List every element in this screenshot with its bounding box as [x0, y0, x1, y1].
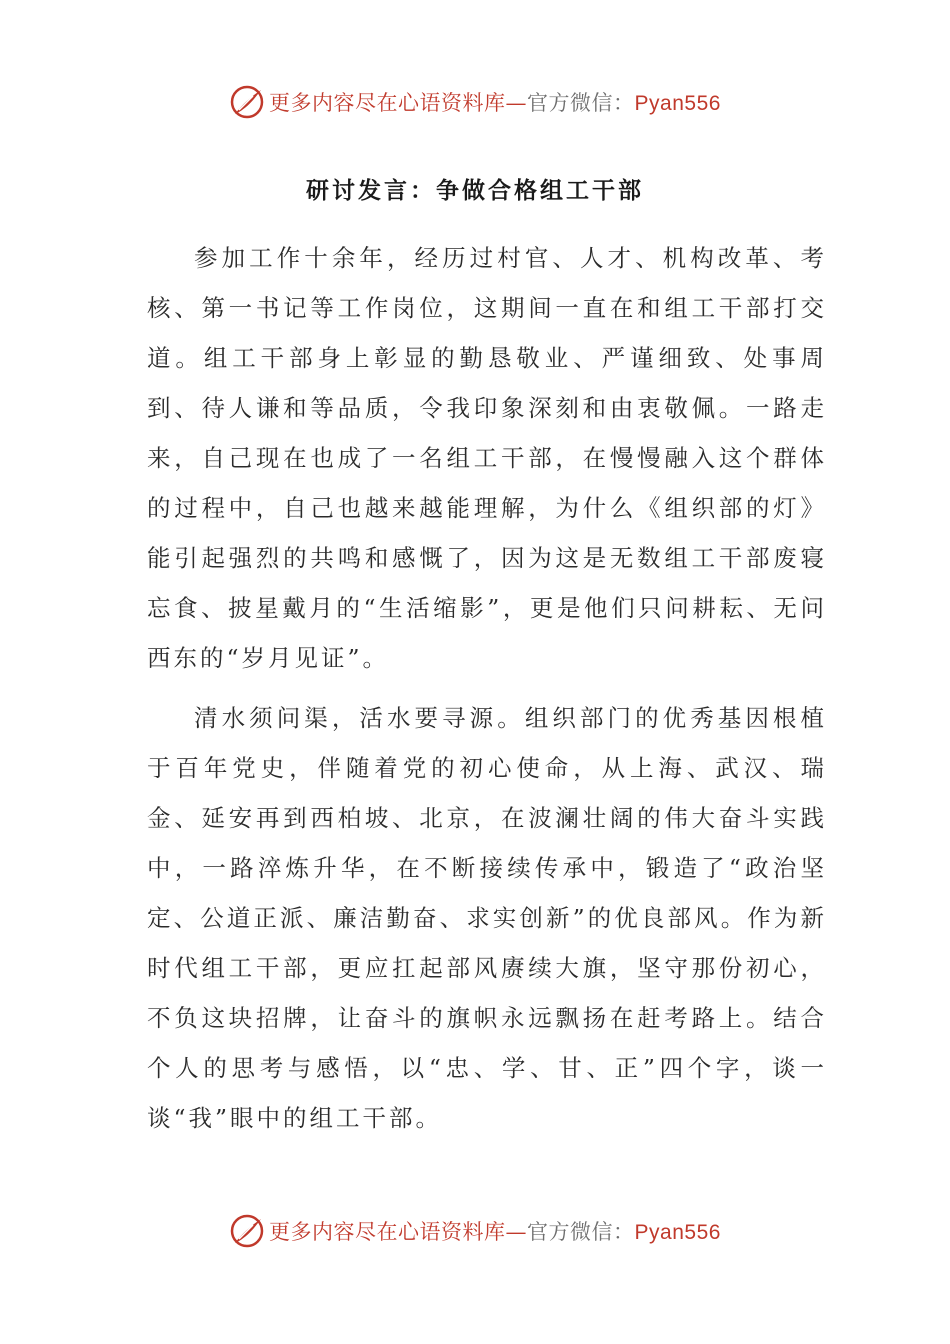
quill-logo-icon	[229, 1213, 265, 1249]
banner-brand: 更多内容尽在心语资料库	[269, 1220, 506, 1244]
banner-wechat-id: Pyan556	[634, 1221, 721, 1244]
quill-logo-icon	[229, 84, 265, 120]
paragraph-2: 清水须问渠，活水要寻源。组织部门的优秀基因根植于百年党史，伴随着党的初心使命，从上海、武汉、瑞金、延安再到西柏坡、北京，在波澜壮阔的伟大奋斗实践中，一路淬炼升华，在不断接续传承中，锻造了“政治坚定、公道正派、廉洁勤奋、求实创新”的优良部风。作为新时代组工干部，更应扛起部风赓续大旗，坚守那份初心，不负这块招牌，让奋斗的旗帜永远飘扬在赶考路上。结合个人的思考与感悟，以“忠、学、甘、正”四个字，谈一谈“我”眼中的组工干部。	[147, 704, 827, 1132]
banner-wechat-id: Pyan556	[634, 92, 721, 115]
banner-official-label: 官方微信：	[527, 1220, 635, 1244]
page-title: 研讨发言：争做合格组工干部	[306, 177, 644, 204]
banner-official-label: 官方微信：	[527, 91, 635, 115]
banner-brand: 更多内容尽在心语资料库	[269, 91, 506, 115]
document-body	[147, 233, 827, 1153]
banner-dash: —	[505, 91, 528, 115]
banner-dash: —	[505, 1220, 528, 1244]
banner-text	[269, 87, 721, 117]
footer-banner	[0, 1211, 950, 1251]
banner-text	[269, 1216, 721, 1246]
paragraph-1: 参加工作十余年，经历过村官、人才、机构改革、考核、第一书记等工作岗位，这期间一直在和组工干部打交道。组工干部身上彰显的勤恳敬业、严谨细致、处事周到、待人谦和等品质，令我印象深刻和由衷敬佩。一路走来，自己现在也成了一名组工干部，在慢慢融入这个群体的过程中，自己也越来越能理解，为什么《组织部的灯》能引起强烈的共鸣和感慨了，因为这是无数组工干部废寝忘食、披星戴月的“生活缩影”，更是他们只问耕耘、无问西东的“岁月见证”。	[147, 244, 827, 672]
header-banner	[0, 82, 950, 122]
